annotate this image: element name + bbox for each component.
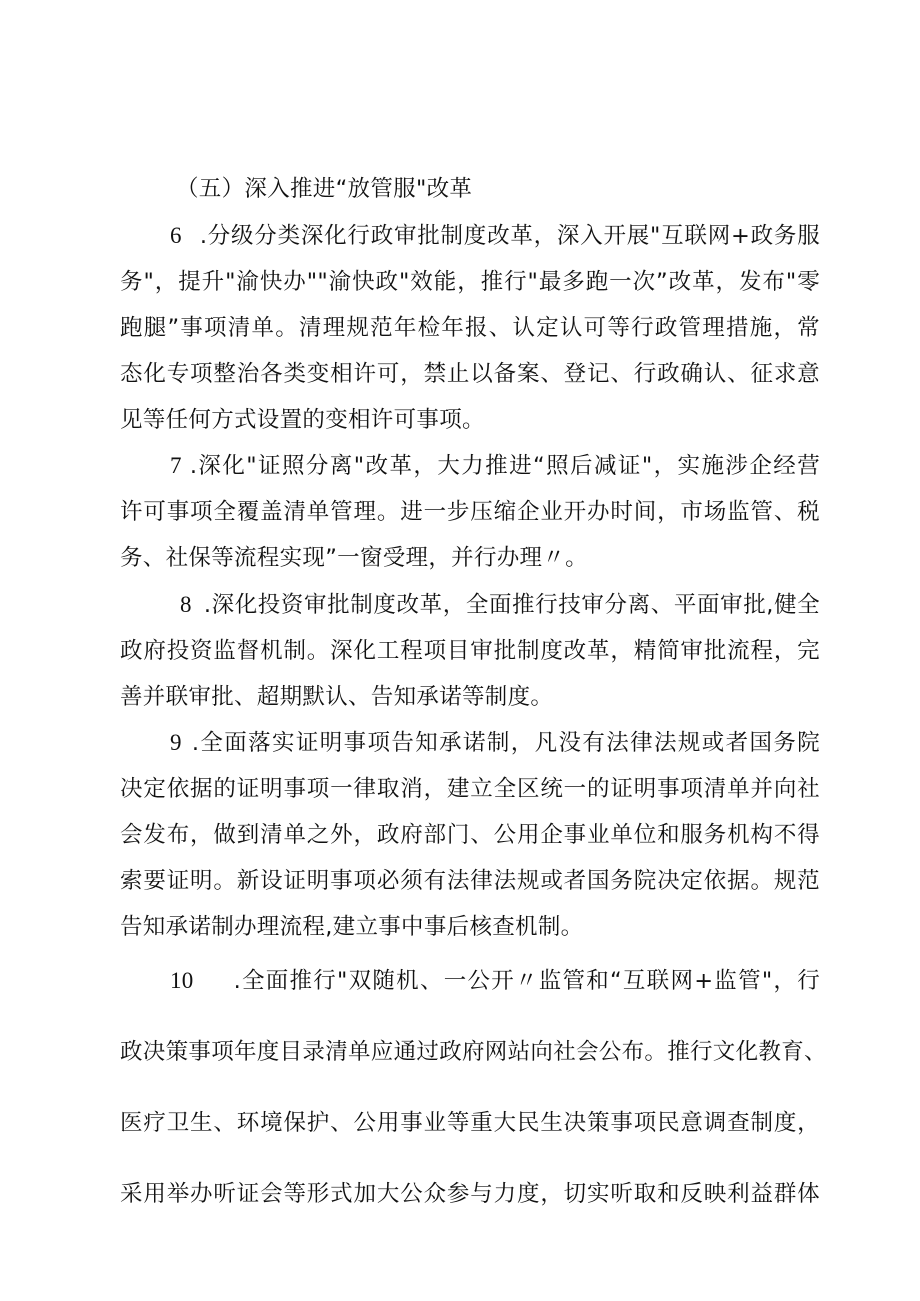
paragraph-first-line: 6 .分级分类深化行政审批制度改革，深入开展"互联网+政务服 [170, 223, 820, 249]
paragraph-line: 采用举办听证会等形式加大公众参与力度，切实听取和反映利益群体 [120, 1181, 820, 1207]
paragraph-first-line: 8 .深化投资审批制度改革，全面推行技审分离、平面审批,健全 [180, 592, 820, 618]
paragraph-line: 善并联审批、超期默认、告知承诺等制度。 [120, 684, 554, 710]
paragraph-first-line: 7 .深化"证照分离"改革，大力推进“照后减证"，实施涉企经营 [170, 453, 820, 479]
paragraph-line: 见等任何方式设置的变相许可事项。 [120, 407, 485, 433]
paragraph-number: 7 [170, 453, 182, 478]
paragraph-line: 告知承诺制办理流程,建立事中事后核查机制。 [120, 914, 584, 940]
paragraph-number: 10 [170, 968, 194, 993]
paragraph-line: 态化专项整治各类变相许可，禁止以备案、登记、行政确认、征求意 [120, 361, 820, 387]
paragraph-number: 6 [170, 223, 182, 248]
paragraph-line: 政府投资监督机制。深化工程项目审批制度改革，精简审批流程，完 [120, 638, 820, 664]
paragraph-line: 务"，提升"渝快办""渝快政"效能，推行"最多跑一次”改革，发布"零 [120, 269, 820, 295]
paragraph-number: 8 [180, 592, 192, 617]
paragraph-line: 政决策事项年度目录清单应通过政府网站向社会公布。推行文化教育、 [120, 1039, 827, 1065]
paragraph-line: 许可事项全覆盖清单管理。进一步压缩企业开办时间，市场监管、税 [120, 499, 820, 525]
paragraph-line: 跑腿”事项清单。清理规范年检年报、认定认可等行政管理措施，常 [120, 315, 820, 341]
paragraph-line: 医疗卫生、环境保护、公用事业等重大民生决策事项民意调查制度， [120, 1110, 820, 1136]
paragraph-line: 决定依据的证明事项一律取消，建立全区统一的证明事项清单并向社 [120, 776, 820, 802]
paragraph-line: 务、社保等流程实现”一窗受理，并行办理〃。 [120, 545, 588, 571]
section-heading: （五）深入推进“放管服"改革 [176, 176, 473, 202]
paragraph-first-line: 10 .全面推行"双随机、一公开〃监管和“互联网+监管"，行 [170, 968, 820, 994]
paragraph-line: 会发布，做到清单之外，政府部门、公用企事业单位和服务机构不得 [120, 822, 820, 848]
paragraph-number: 9 [170, 730, 182, 755]
paragraph-line: 索要证明。新设证明事项必须有法律法规或者国务院决定依据。规范 [120, 868, 820, 894]
paragraph-first-line: 9 .全面落实证明事项告知承诺制，凡没有法律法规或者国务院 [170, 730, 820, 756]
